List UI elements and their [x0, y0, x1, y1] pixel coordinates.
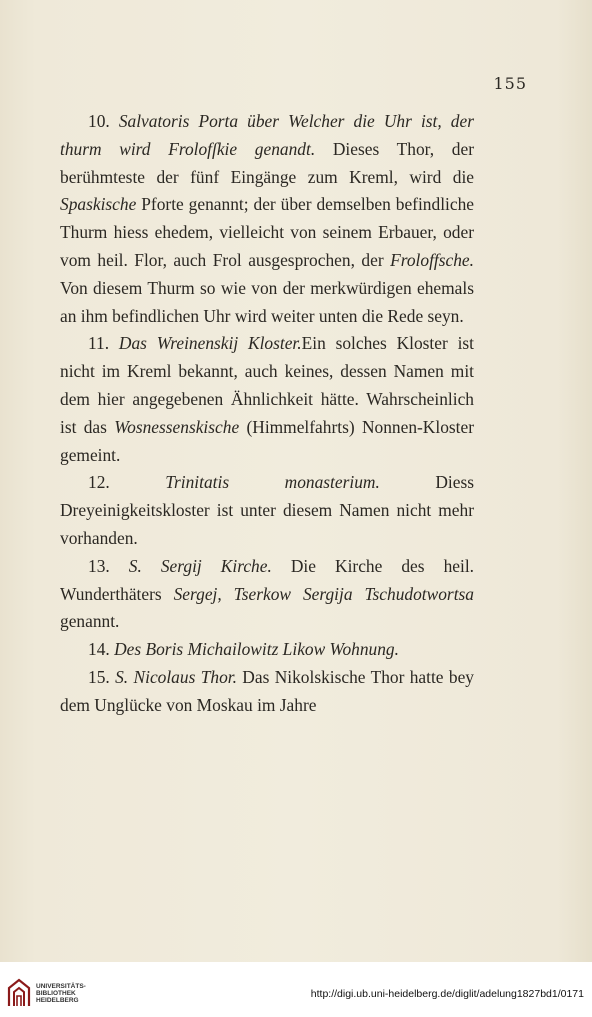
paragraph-10 — [60, 108, 474, 330]
text-run: 12. — [88, 472, 166, 493]
text-run: genannt. — [60, 611, 120, 632]
paragraph-13 — [60, 553, 474, 636]
paragraph-14 — [60, 636, 474, 664]
text-run: Von diesem Thurm so wie von der merkwürdigen ehemals an ihm befindlichen Uhr wird weiter unten die Rede seyn. — [60, 277, 474, 326]
paragraph-12 — [60, 469, 474, 552]
text-run: 13. — [88, 555, 129, 576]
italic-heading: Das Wreinenskij Kloster. — [118, 333, 302, 354]
text-run: Das Nikolskische Thor hatte bey dem Unglücke von Moskau im Jahre — [60, 666, 474, 715]
italic-heading: Sergej, Tserkow Sergija Tschudotwortsa — [173, 583, 474, 604]
institution-name[interactable] — [36, 983, 86, 1004]
paragraph-11 — [60, 330, 474, 469]
text-run: Diess Dreyeinigkeitskloster ist unter diesem Namen nicht mehr vorhanden. — [60, 472, 475, 548]
body-text — [60, 108, 474, 720]
text-run: 15. — [88, 666, 116, 687]
text-run: (Himmelfahrts) Nonnen-Kloster gemeint. — [60, 416, 475, 465]
italic-heading: S. Nicolaus Thor. — [115, 666, 237, 687]
permalink-url[interactable]: http://digi.ub.uni-heidelberg.de/diglit/adelung1827bd1/0171 — [310, 988, 584, 1000]
italic-heading: Wosnessenskische — [114, 416, 240, 437]
italic-heading: S. Sergij Kirche. — [128, 555, 272, 576]
text-run: Ein solches Kloster ist nicht im Kreml bekannt, auch keines, dessen Namen mit dem hier angegebenen Ähnlichkeit hätte. Wahrscheinlich ist das — [60, 333, 474, 437]
paragraph-15 — [60, 664, 474, 720]
italic-heading: Spaskische — [60, 194, 137, 215]
text-run: Die Kirche des heil. Wunderthäters — [60, 555, 474, 604]
italic-heading: Salvatoris Porta über Welcher die Uhr ist, der thurm wird Frolofſkie genandt. — [60, 111, 474, 159]
library-logo-icon[interactable] — [6, 978, 32, 1008]
italic-heading: Froloffsche. — [390, 249, 474, 270]
text-run: Dieses Thor, der berühmteste der fünf Eingänge zum Kreml, wird die — [60, 138, 474, 187]
text-run: 10. — [88, 111, 119, 131]
institution-line: HEIDELBERG — [36, 997, 79, 1004]
italic-heading: Des Boris Michailowitz Likow Wohnung. — [114, 639, 399, 660]
text-run: 11. — [88, 333, 119, 354]
text-run: Pforte genannt; der über demselben befindliche Thurm hiess ehedem, vielleicht von seinem Erbauer, oder vom heil. Flor, auch Frol ausgesprochen, der — [60, 194, 474, 270]
page-number: 155 — [493, 74, 527, 93]
footer-bar — [0, 962, 592, 1017]
text-run: 14. — [88, 639, 115, 660]
institution-line: UNIVERSITÄTS- — [36, 983, 86, 990]
institution-line: BIBLIOTHEK — [36, 990, 76, 997]
italic-heading: Trinitatis monasterium. — [165, 472, 380, 493]
